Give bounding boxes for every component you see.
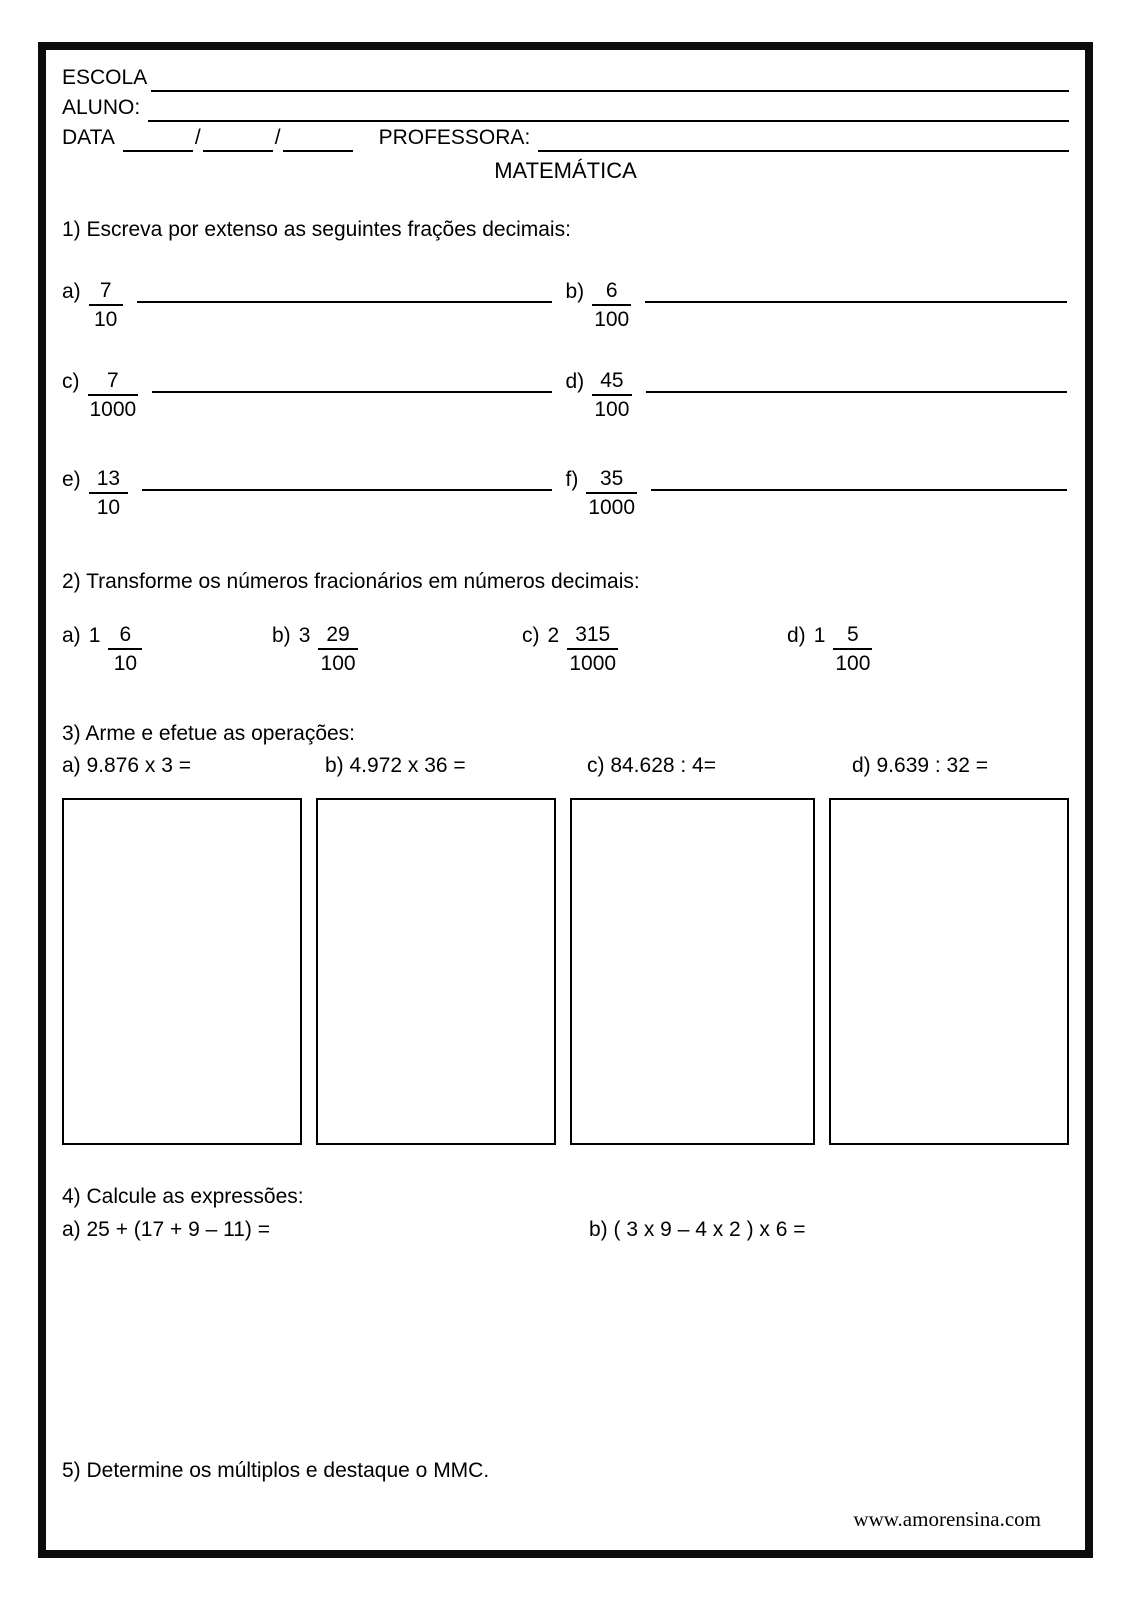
escola-line xyxy=(62,62,1069,92)
fraction xyxy=(89,278,123,334)
fraction-numerator: 7 xyxy=(88,368,139,396)
whole-number: 3 xyxy=(298,624,311,647)
data-month-blank xyxy=(203,126,273,152)
fraction xyxy=(567,622,618,678)
q2-row xyxy=(62,622,1069,678)
answer-blank xyxy=(137,278,552,303)
item-label: b) xyxy=(565,280,585,303)
fraction-numerator: 45 xyxy=(592,368,631,396)
fraction-denominator: 100 xyxy=(835,652,871,675)
answer-blank xyxy=(142,466,551,491)
q2-item-b xyxy=(272,622,522,678)
fraction-numerator: 6 xyxy=(108,622,142,650)
fraction-denominator: 1000 xyxy=(569,652,617,675)
q1-heading: 1) Escreva por extenso as seguintes frações decimais: xyxy=(62,218,571,241)
q1-item-d xyxy=(566,368,1070,424)
q4-expressions-row xyxy=(62,1215,1069,1245)
workbox-c xyxy=(570,798,815,1145)
q1-item-a xyxy=(62,278,566,334)
fraction-denominator: 10 xyxy=(96,496,121,519)
page-title: MATEMÁTICA xyxy=(494,158,637,183)
website-credit: www.amorensina.com xyxy=(853,1507,1041,1531)
fraction-numerator: 7 xyxy=(89,278,123,306)
item-label: c) xyxy=(522,624,540,647)
professora-blank xyxy=(538,126,1069,152)
item-label: e) xyxy=(62,468,81,491)
answer-blank xyxy=(646,368,1067,393)
q3-operation-a: a) 9.876 x 3 = xyxy=(62,754,192,777)
fraction-denominator: 10 xyxy=(113,652,138,675)
fraction xyxy=(592,368,631,424)
q1-item-c xyxy=(62,368,566,424)
fraction-denominator: 100 xyxy=(594,398,630,421)
q3-operation-c: c) 84.628 : 4= xyxy=(587,754,717,777)
fraction xyxy=(592,278,631,334)
fraction xyxy=(88,368,139,424)
workbox-b xyxy=(316,798,556,1145)
data-professora-line xyxy=(62,122,1069,152)
whole-number: 1 xyxy=(88,624,101,647)
q3-workboxes xyxy=(62,798,1069,1145)
date-separator: / xyxy=(274,126,281,149)
date-separator: / xyxy=(194,126,201,149)
fraction xyxy=(833,622,872,678)
aluno-label: ALUNO: xyxy=(62,96,141,119)
data-label: DATA xyxy=(62,126,115,149)
q4-heading: 4) Calcule as expressões: xyxy=(62,1185,304,1208)
q2-heading: 2) Transforme os números fracionários em números decimais: xyxy=(62,570,640,593)
q2-item-c xyxy=(522,622,787,678)
fraction-numerator: 35 xyxy=(586,466,637,494)
q4-expression-a: a) 25 + (17 + 9 – 11) = xyxy=(62,1218,271,1241)
q1-item-e xyxy=(62,466,566,522)
whole-number: 1 xyxy=(813,624,826,647)
data-day-blank xyxy=(123,126,193,152)
fraction-numerator: 315 xyxy=(567,622,618,650)
q1-row-ab xyxy=(62,278,1069,334)
item-label: a) xyxy=(62,624,81,647)
answer-blank xyxy=(152,368,551,393)
q1-item-f xyxy=(566,466,1070,522)
q3-operation-b: b) 4.972 x 36 = xyxy=(325,754,466,777)
whole-number: 2 xyxy=(547,624,560,647)
fraction-denominator: 100 xyxy=(594,308,630,331)
item-label: d) xyxy=(565,370,585,393)
escola-label: ESCOLA xyxy=(62,66,148,89)
q3-operation-d: d) 9.639 : 32 = xyxy=(852,754,989,777)
fraction-denominator: 100 xyxy=(320,652,356,675)
data-year-blank xyxy=(283,126,353,152)
q3-operations-row xyxy=(62,752,1069,780)
answer-blank xyxy=(645,278,1067,303)
fraction xyxy=(586,466,637,522)
answer-blank xyxy=(651,466,1067,491)
escola-blank xyxy=(151,66,1069,92)
fraction xyxy=(89,466,128,522)
fraction-numerator: 6 xyxy=(592,278,631,306)
worksheet-frame xyxy=(38,42,1093,1558)
aluno-line xyxy=(62,92,1069,122)
q2-item-a xyxy=(62,622,272,678)
fraction xyxy=(108,622,142,678)
fraction-numerator: 13 xyxy=(89,466,128,494)
q4-expression-b: b) ( 3 x 9 – 4 x 2 ) x 6 = xyxy=(589,1218,806,1241)
item-label: c) xyxy=(62,370,80,393)
fraction xyxy=(318,622,357,678)
workbox-d xyxy=(829,798,1069,1145)
item-label: f) xyxy=(565,468,579,491)
fraction-denominator: 1000 xyxy=(588,496,636,519)
item-label: d) xyxy=(787,624,806,647)
q3-heading: 3) Arme e efetue as operações: xyxy=(62,722,356,745)
workbox-a xyxy=(62,798,302,1145)
fraction-denominator: 10 xyxy=(94,308,118,331)
item-label: b) xyxy=(272,624,291,647)
q1-row-cd xyxy=(62,368,1069,424)
fraction-denominator: 1000 xyxy=(89,398,137,421)
aluno-blank xyxy=(148,96,1069,122)
q1-item-b xyxy=(566,278,1070,334)
q2-item-d xyxy=(787,622,872,678)
professora-label: PROFESSORA: xyxy=(378,126,531,149)
q1-row-ef xyxy=(62,466,1069,522)
fraction-numerator: 5 xyxy=(833,622,872,650)
item-label: a) xyxy=(62,280,81,303)
fraction-numerator: 29 xyxy=(318,622,357,650)
q5-heading: 5) Determine os múltiplos e destaque o MMC. xyxy=(62,1459,490,1482)
